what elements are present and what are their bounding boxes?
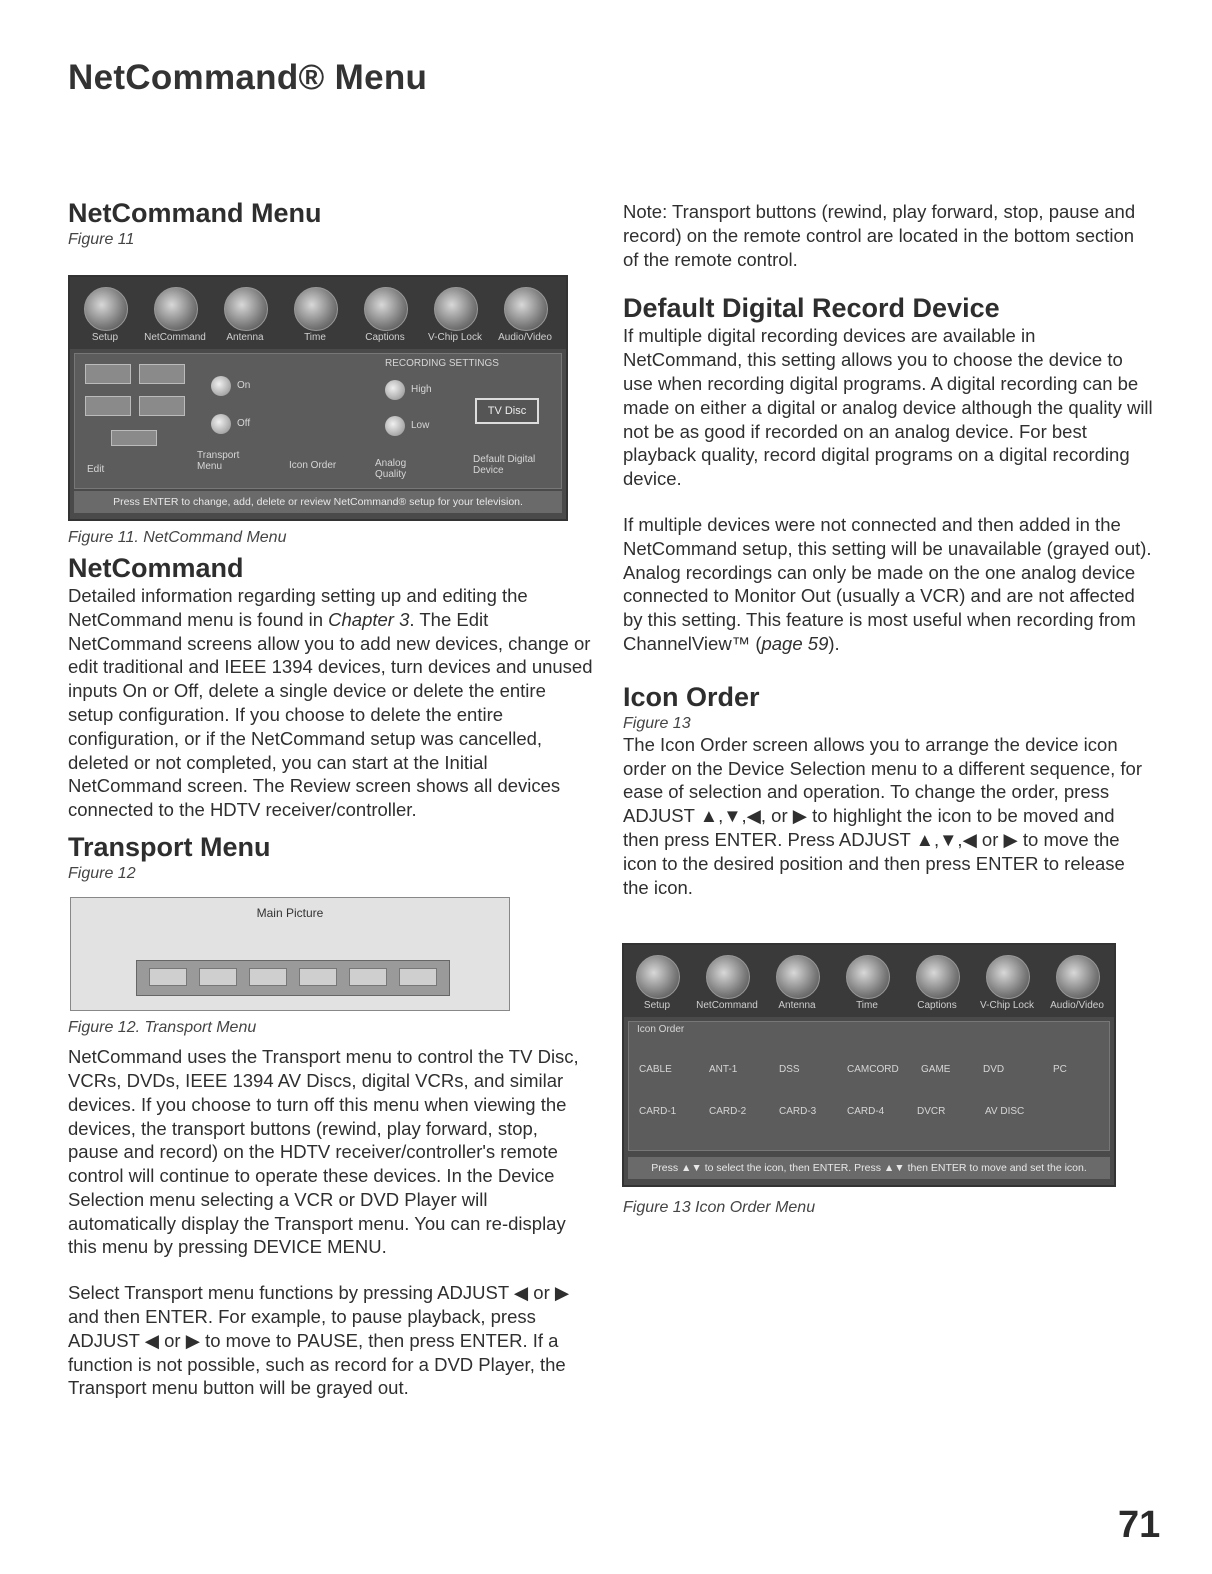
netcommand-body: Detailed information regarding setting up and editing the NetCommand menu is found in Chapter 3. The Edit NetCommand screens allow you to add new devices, change or edit traditional and IEEE 1394 devices, turn devices and unused inputs On or Off, delete a single device or delete the entire setup configuration. If you choose to delete the entire configuration, or if the NetCommand setup was cancelled, deleted or not completed, you can start at the Initial NetCommand screen. The Review screen shows all devices connected to the HDTV receiver/controller. <box>68 585 593 821</box>
transport-menu-heading: Transport Menu <box>68 832 271 863</box>
lock-icon <box>986 955 1030 999</box>
netcommand-icon <box>154 287 198 331</box>
icon-label: NetCommand <box>696 1000 758 1012</box>
analog-quality-label: Analog Quality <box>375 458 407 481</box>
device-cable[interactable]: CABLE <box>639 1064 672 1076</box>
transport-menu-label: Transport Menu <box>197 450 240 473</box>
edit-option-button[interactable] <box>111 430 157 446</box>
netcommand-icon <box>706 955 750 999</box>
device-av-disc[interactable]: AV DISC <box>985 1106 1025 1118</box>
page-number: 71 <box>1118 1504 1161 1546</box>
pause-button[interactable] <box>299 968 337 986</box>
device-game[interactable]: GAME <box>921 1064 951 1076</box>
icon-label: Antenna <box>778 1000 816 1012</box>
device-ant1[interactable]: ANT-1 <box>709 1064 738 1076</box>
device-dss[interactable]: DSS <box>779 1064 800 1076</box>
setup-icon <box>84 287 128 331</box>
captions-icon <box>364 287 408 331</box>
icon-label: Captions <box>917 1000 957 1012</box>
icon-order-label: Icon Order <box>637 1024 685 1036</box>
forward-button[interactable] <box>349 968 387 986</box>
default-digital-para-1: If multiple digital recording devices are available in NetCommand, this setting allows you to choose the device to use when recording digital programs. A digital recording can be made on either a digital or analog device although the quality will not be as good if recorded on an analog device. For best playback quality, record digital programs on a digital recording device. <box>623 325 1153 490</box>
figure-12-transport-menu-screenshot <box>70 897 510 1011</box>
figure-13-icon-order-screenshot <box>622 943 1116 1187</box>
tv-disc-selector[interactable]: TV Disc <box>475 398 539 424</box>
icon-label: V-Chip Lock <box>980 1000 1034 1012</box>
edit-option-button[interactable] <box>139 364 185 384</box>
edit-option-button[interactable] <box>139 396 185 416</box>
icon-label: Time <box>856 1000 878 1012</box>
icon-label: Audio/Video <box>498 332 552 344</box>
icon-order-panel <box>628 1021 1110 1151</box>
transport-para-1: NetCommand uses the Transport menu to control the TV Disc, VCRs, DVDs, IEEE 1394 AV Discs, digital VCRs, and similar devices. If you choose to turn off this menu when viewing the devices, the transport buttons (rewind, play forward, stop, pause and record) on the HDTV receiver/controller's remote control will continue to operate these devices. In the Device Selection menu selecting a VCR or DVD Player will automatically display the Transport menu. You can re-display this menu by pressing DEVICE MENU. <box>68 1046 579 1258</box>
icon-label: Setup <box>643 1000 671 1012</box>
default-digital-heading: Default Digital Record Device <box>623 293 1000 324</box>
quality-low-radio[interactable] <box>385 416 405 436</box>
icon-label: Captions <box>365 332 405 344</box>
status-bar: Press ENTER to change, add, delete or review NetCommand® setup for your television. <box>74 491 562 513</box>
device-card4[interactable]: CARD-4 <box>847 1106 885 1118</box>
recording-settings-label: RECORDING SETTINGS <box>385 358 499 370</box>
transport-off-radio[interactable] <box>211 414 231 434</box>
stop-button[interactable] <box>249 968 287 986</box>
rewind-button[interactable] <box>149 968 187 986</box>
high-label: High <box>411 384 432 396</box>
device-dvd[interactable]: DVD <box>983 1064 1005 1076</box>
antenna-icon <box>224 287 268 331</box>
captions-icon <box>916 955 960 999</box>
icon-label: Time <box>304 332 326 344</box>
icon-label: NetCommand <box>144 332 206 344</box>
icon-label: V-Chip Lock <box>428 332 482 344</box>
off-label: Off <box>237 418 251 430</box>
left-column <box>68 198 593 1400</box>
setup-icon <box>636 955 680 999</box>
audio-video-icon <box>1056 955 1100 999</box>
quality-high-radio[interactable] <box>385 380 405 400</box>
figure-11-ref: Figure 11 <box>68 231 135 249</box>
icon-order-heading: Icon Order <box>623 681 760 712</box>
transport-para-2: Select Transport menu functions by pressing ADJUST ◀ or ▶ and then ENTER. For example, to pause playback, press ADJUST ◀ or ▶ to move to PAUSE, then press ENTER. If a function is not possible, such as record for a DVD Player, the Transport menu button will be grayed out. <box>68 1282 570 1399</box>
menu-icon-row <box>624 945 1114 1017</box>
edit-option-button[interactable] <box>85 396 131 416</box>
device-pc[interactable]: PC <box>1053 1064 1067 1076</box>
settings-panel <box>74 353 562 489</box>
default-digital-para-2: If multiple devices were not connected and then added in the NetCommand setup, this setting will be unavailable (grayed out). Analog recordings can only be made on the one analog device connected to Monitor Out (usually a VCR) and are not affected by this setting. This feature is most useful when recording from ChannelView™ (page 59). <box>623 514 1152 654</box>
edit-option-button[interactable] <box>85 364 131 384</box>
transport-bar <box>136 960 450 996</box>
icon-label: Audio/Video <box>1050 1000 1104 1012</box>
status-bar: Press ▲▼ to select the icon, then ENTER. Press ▲▼ then ENTER to move and set the icon. <box>628 1157 1110 1179</box>
icon-label: Setup <box>91 332 119 344</box>
menu-icon-row <box>70 277 566 349</box>
device-dvcr[interactable]: DVCR <box>917 1106 946 1118</box>
play-button[interactable] <box>199 968 237 986</box>
transport-note: Note: Transport buttons (rewind, play forward, stop, pause and record) on the remote control are located in the bottom section of the remote control. <box>623 201 1136 270</box>
time-icon <box>846 955 890 999</box>
netcommand-heading: NetCommand <box>68 553 244 584</box>
default-digital-device-label: Default Digital Device <box>473 454 536 477</box>
record-button[interactable] <box>399 968 437 986</box>
figure-12-caption: Figure 12. Transport Menu <box>68 1019 257 1037</box>
figure-11-caption: Figure 11. NetCommand Menu <box>68 529 287 547</box>
antenna-icon <box>776 955 820 999</box>
transport-on-radio[interactable] <box>211 376 231 396</box>
icon-label: Antenna <box>226 332 264 344</box>
device-card3[interactable]: CARD-3 <box>779 1106 817 1118</box>
page-title: NetCommand® Menu <box>68 58 428 97</box>
netcommand-menu-heading: NetCommand Menu <box>68 198 322 228</box>
main-picture-label: Main Picture <box>256 906 324 921</box>
device-camcord[interactable]: CAMCORD <box>847 1064 899 1076</box>
audio-video-icon <box>504 287 548 331</box>
figure-13-caption: Figure 13 Icon Order Menu <box>623 1199 816 1217</box>
low-label: Low <box>411 420 430 432</box>
icon-order-label: Icon Order <box>289 460 337 472</box>
right-column <box>623 200 1153 1217</box>
device-card1[interactable]: CARD-1 <box>639 1106 677 1118</box>
time-icon <box>294 287 338 331</box>
figure-13-ref: Figure 13 <box>623 714 691 732</box>
device-card2[interactable]: CARD-2 <box>709 1106 747 1118</box>
on-label: On <box>237 380 251 392</box>
edit-label: Edit <box>87 464 105 476</box>
figure-11-netcommand-menu-screenshot <box>68 275 568 521</box>
figure-12-ref: Figure 12 <box>68 865 136 883</box>
icon-order-body: The Icon Order screen allows you to arrange the device icon order on the Device Selection menu to a different sequence, for ease of selection and operation. To change the order, press ADJUST ▲,▼,◀, or ▶ to highlight the icon to be moved and then press ENTER. Press ADJUST ▲,▼,◀ or ▶ to move the icon to the desired position and then press ENTER to release the icon. <box>623 733 1143 898</box>
lock-icon <box>434 287 478 331</box>
